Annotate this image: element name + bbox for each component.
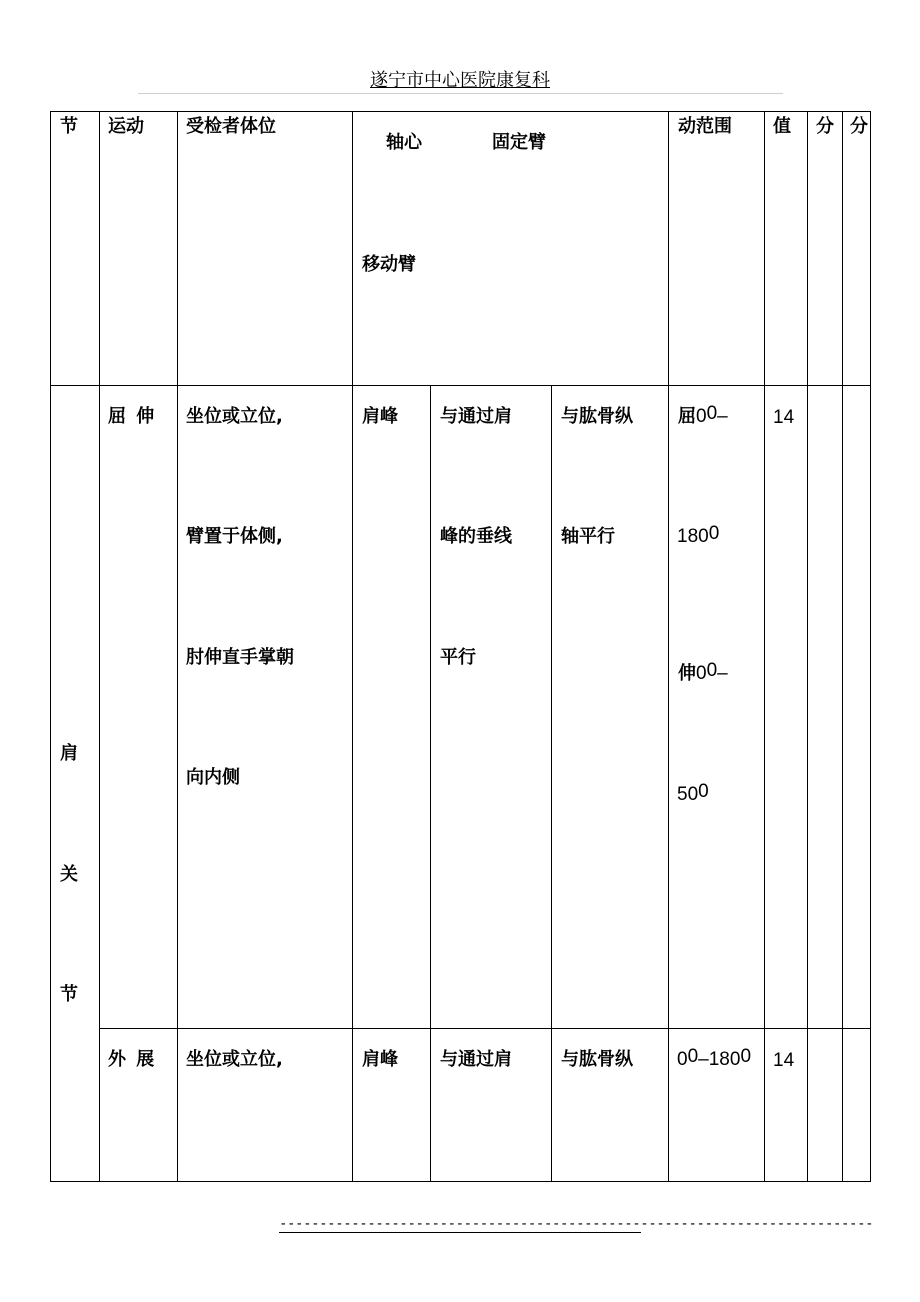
row2-motion: 外 展: [108, 1049, 157, 1070]
head-score-2: 分: [850, 116, 868, 137]
row1-fixed-arm-line: 平行: [440, 647, 476, 668]
head-axis: 轴心: [386, 132, 422, 153]
range-degree: 0: [696, 663, 707, 684]
range-degree: 0: [677, 1049, 688, 1070]
row1-motion: 屈 伸: [108, 406, 157, 427]
range-prefix: 伸: [678, 663, 696, 684]
range-degree: 180: [677, 526, 709, 547]
col-line-6: [668, 111, 669, 1182]
page-header-title: 遂宁市中心医院康复科: [370, 70, 550, 91]
header-row-bottom: [50, 385, 871, 386]
head-moving-arm: 移动臂: [362, 254, 416, 275]
col-line-3: [352, 111, 353, 1182]
row1-fixed-arm-line: 与通过肩: [440, 406, 512, 427]
col-line-1: [99, 111, 100, 1182]
col-line-4: [430, 385, 431, 1182]
row1-position-line: 坐位或立位,: [186, 406, 283, 427]
range-dash: –: [717, 663, 728, 684]
range-degree: –180: [698, 1049, 741, 1070]
range-degree-sup: 0: [698, 781, 709, 802]
row2-axis: 肩峰: [362, 1049, 398, 1070]
col-line-2: [177, 111, 178, 1182]
row1-moving-arm-line: 与肱骨纵: [561, 406, 633, 427]
row1-axis: 肩峰: [362, 406, 398, 427]
joint-name-char: 节: [60, 984, 78, 1005]
header-rule: [138, 93, 783, 94]
range-dash: –: [717, 406, 728, 427]
head-joint: 节: [60, 116, 78, 137]
range-degree-sup: 0: [740, 1046, 752, 1067]
range-degree-sup: 0: [687, 1046, 699, 1067]
range-degree: 50: [677, 784, 699, 805]
row1-position-line: 肘伸直手掌朝: [186, 647, 294, 668]
col-line-7: [764, 111, 765, 1182]
row1-range-extension-start: [678, 660, 728, 685]
col-line-0: [50, 111, 51, 1182]
head-motion: 运动: [108, 116, 144, 137]
range-prefix: 屈: [678, 406, 696, 427]
row1-position-line: 向内侧: [186, 767, 240, 788]
head-value: 值: [773, 116, 791, 137]
table-border-bottom: [50, 1181, 871, 1182]
head-range: 动范围: [678, 116, 732, 137]
col-line-9: [842, 111, 843, 1182]
row1-fixed-arm-line: 峰的垂线: [440, 526, 512, 547]
range-degree-sup: 0: [706, 660, 718, 681]
footer-dashed-rule: --------------------------------------------------------------------------: [279, 1216, 874, 1232]
row2-range: [677, 1046, 752, 1071]
range-degree-sup: 0: [708, 523, 720, 544]
head-fixed-arm: 固定臂: [492, 132, 546, 153]
col-line-8: [807, 111, 808, 1182]
head-position: 受检者体位: [186, 116, 276, 137]
range-degree-sup: 0: [706, 403, 718, 424]
table-border-top: [50, 111, 871, 112]
row1-range-flexion-end: [677, 523, 720, 548]
row1-range-extension-end: [677, 781, 709, 806]
row1-range-flexion-start: [678, 403, 728, 428]
row1-value: 14: [773, 407, 795, 428]
row1-bottom: [99, 1028, 871, 1029]
footer-underline: [279, 1232, 641, 1233]
row2-fixed-arm-line: 与通过肩: [440, 1049, 512, 1070]
joint-name-char: 肩: [60, 743, 78, 764]
row2-value: 14: [773, 1050, 795, 1071]
col-line-5: [551, 385, 552, 1182]
row1-moving-arm-line: 轴平行: [561, 526, 615, 547]
row2-position-line: 坐位或立位,: [186, 1049, 283, 1070]
row1-position-line: 臂置于体侧,: [186, 526, 283, 547]
col-line-10: [870, 111, 871, 1182]
head-score-1: 分: [816, 116, 834, 137]
joint-name-char: 关: [60, 864, 78, 885]
range-degree: 0: [696, 406, 707, 427]
row2-moving-arm-line: 与肱骨纵: [561, 1049, 633, 1070]
